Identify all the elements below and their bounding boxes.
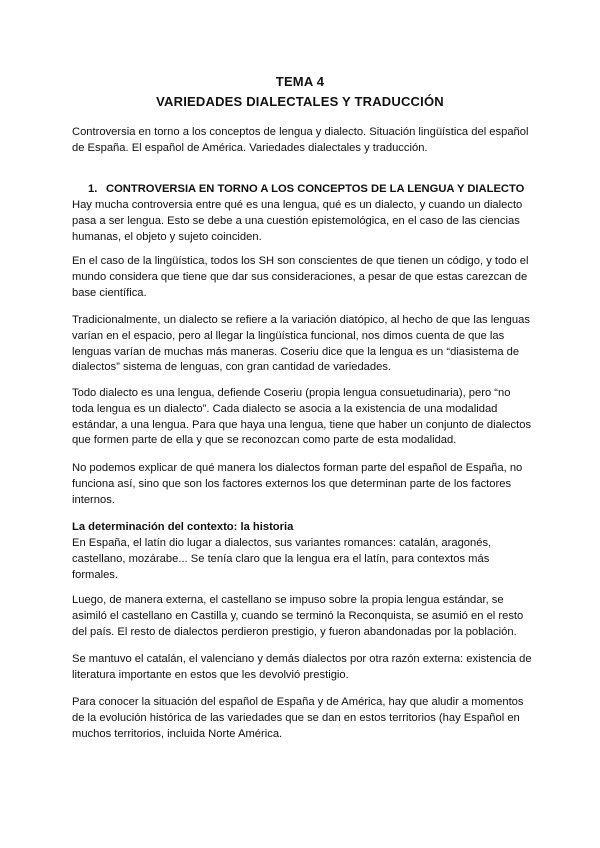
paragraph: Hay mucha controversia entre qué es una lengua, qué es un dialecto, y cuando un dialecto pasa a ser lengua. Esto se debe a una cuestión epistemológica, en el caso de las ciencias humanas, el objeto y sujeto coinciden. <box>72 199 523 243</box>
paragraph: Para conocer la situación del español de España y de América, hay que aludir a momentos de la evolución histórica de las variedades que se dan en estos territorios (hay Español en muchos territorios, incluida Norte América. <box>72 696 524 740</box>
paragraph: Tradicionalmente, un dialecto se refiere a la variación diatópico, al hecho de que las lenguas varían en el espacio, pero al llegar la lingüística funcional, nos dimos cuenta de que las lenguas varían de muchas más maneras. Coseriu dice que la lengua es un “diasistema de dialectos” sistema de lenguas, con gran cantidad de variedades. <box>72 314 530 374</box>
section-heading <box>88 182 548 198</box>
intro-paragraph: Controversia en torno a los conceptos de lengua y dialecto. Situación lingüística del español de España. El español de América. Variedades dialectales y traducción. <box>72 126 529 154</box>
paragraph: Luego, de manera externa, el castellano se impuso sobre la propia lengua estándar, se asimiló el castellano en Castilla y, cuando se terminó la Reconquista, se asumió en el resto del país. El resto de dialectos perdieron prestigio, y fueron abandonadas por la población. <box>72 594 524 638</box>
paragraph: En el caso de la lingüística, todos los SH son conscientes de que tienen un código, y todo el mundo considera que tiene que dar sus consideraciones, a pesar de que estas carezcan de base científica. <box>72 255 529 299</box>
paragraph: Todo dialecto es una lengua, defiende Coseriu (propia lengua consuetudinaria), pero “no toda lengua es un dialecto”. Cada dialecto se asocia a la existencia de una modalidad estándar, a una lengua. Para que haya una lengua, tiene que haber un conjunto de dialectos que formen parte de ella y que se reconozcan como parte de esta modalidad. <box>72 387 532 447</box>
section-number: 1. <box>88 183 98 195</box>
section-heading-text: CONTROVERSIA EN TORNO A LOS CONCEPTOS DE LA LENGUA Y DIALECTO <box>106 183 525 195</box>
document-title-number: TEMA 4 <box>275 74 325 89</box>
subheading: La determinación del contexto: la historia <box>72 521 294 533</box>
paragraph: No podemos explicar de qué manera los dialectos forman parte del español de España, no funciona así, sino que son los factores externos los que determinan parte de los factores internos. <box>72 462 523 506</box>
paragraph: Se mantuvo el catalán, el valenciano y demás dialectos por otra razón externa: existencia de literatura importante en estos que les devolvió prestigio. <box>72 653 532 681</box>
document-title: VARIEDADES DIALECTALES Y TRADUCCIÓN <box>156 94 444 109</box>
paragraph: En España, el latín dio lugar a dialectos, sus variantes romances: catalán, aragonés, castellano, mozárabe... Se tenía claro que la lengua era el latín, para contextos más formales. <box>72 537 492 581</box>
